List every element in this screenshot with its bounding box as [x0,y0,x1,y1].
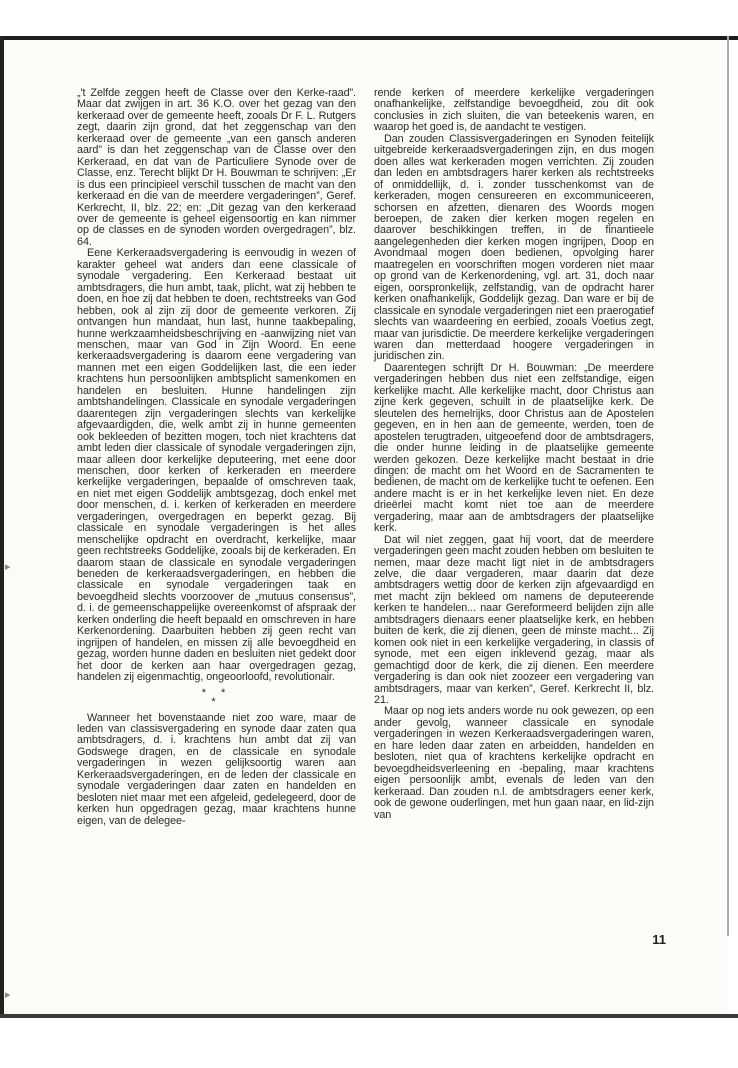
paragraph: Dan zouden Classisvergaderingen en Synoden feitelijk uitgebreide kerkeraadsvergaderingen zijn, en dus mogen doen alles wat kerkeraden mogen verrichten. Zij zouden dan leden en ambtsdragers harer kerken als rechtstreeks of onmiddellijk, d. i. zonder tusschenkomst van de kerkeraden, mogen censureeren en excommuniceeren, schorsen en afzetten, dienaren des Woords mogen beroepen, de zaken dier kerken mogen regelen en daarover beschikkingen treffen, in de finantieele aangelegenheden dier kerken mogen ingrijpen, Doop en Avondmaal mogen doen bedienen, opvolging harer maatregelen en voorschriften mogen vorderen niet maar op grond van de Kerkenordening, vgl. art. 31, doch naar eigen, oorspronkelijk, zelfstandig, van de opdracht harer kerken onafhankelijk, Goddelijk gezag. Dan ware er bij de classicale en synodale vergaderingen niet een praerogatief slechts van waardeering en eerbied, zooals Voetius zegt, maar van jurisdictie. De meerdere kerkelijke vergaderingen waren dan metterdaad hoogere vergaderingen in juridischen zin. [374,132,654,363]
right-column [374,88,654,821]
paragraph: Daarentegen schrijft Dr H. Bouwman: „De meerdere vergaderingen hebben dus niet een zelfstandige, eigen kerkelijke macht. Alle kerkelijke macht, door Christus aan zijne kerk gegeven, schuilt in de plaatselijke kerk. De sleutelen des hemelrijks, door Christus aan de Apostelen gegeven, en in hen aan de gemeente, werden, toen de apostelen terugtraden, uitgeoefend door de ambtsdragers, die onder hunne leiding in de plaatselijke gemeente werden gekozen. Deze kerkelijke macht bestaat in drie dingen: de macht om het Woord en de Sacramenten te bedienen, de macht om de kerkelijke tucht te oefenen. Een andere macht is er in het kerkelijke leven niet. En deze drieërlei macht komt niet toe aan de meerdere vergadering, maar aan de ambtsdragers der plaatselijke kerk. [374,361,654,535]
page-number: 11 [652,932,666,947]
left-column [77,88,356,827]
paragraph: rende kerken of meerdere kerkelijke vergaderingen onafhankelijke, zelfstandige bevoegdheid, zou dit ook conclusies in zich sluiten, die van beteekenis waren, en waarop het goed is, de aandacht te vestigen. [374,87,654,134]
binding-mark-2: ▸ [5,989,11,1001]
paragraph: Dat wil niet zeggen, gaat hij voort, dat de meerdere vergaderingen geen macht zouden hebben om besluiten te nemen, maar deze macht ligt niet in de ambtsdragers zelve, die daar vergaderen, maar daarin dat deze ambtsdragers wettig door de kerken zijn afgevaardigd en met macht zijn bekleed om namens de deputeerende kerken te handelen... naar Gereformeerd belijden zijn alle ambtsdragers dienaars eener plaatselijke kerk, en hebben buiten de kerk, die zij dienen, geen de minste macht... Zij komen ook niet in een kerkelijke vergadering, in classis of synode, met een eigen inklevend gezag, maar als gemachtigd door de kerk, die zij dienen. Een meerdere vergadering is dan ook niet zoozeer een vergadering van ambtsdragers, maar van kerken”, Geref. Kerkrecht II, blz. 21. [374,533,654,707]
paragraph: Maar op nog iets anders worde nu ook gewezen, op een ander gevolg, wanneer classicale en synodale vergaderingen in wezen Kerkeraadsvergaderingen waren, en hare leden daar zaten en arbeidden, handelden en besloten, niet qua of krachtens kerkelijke opdracht en bevoegdheidsverleening en -bepaling, maar krachtens eigen persoonlijk ambt, evenals de leden van den kerkeraad. Dan zouden n.l. de ambtsdragers eener kerk, ook de gewone ouderlingen, met hun gaan naar, en lid-zijn van [374,705,654,821]
paragraph: Eene Kerkeraadsvergadering is eenvoudig in wezen of karakter geheel wat anders dan eene classicale of synodale vergadering. Een Kerkeraad bestaat uit ambtsdragers, die hun ambt, taak, plicht, wat zij hebben te doen, en hoe zij dat hebben te doen, rechtstreeks van God hebben, ook al zijn zij door de gemeente verkoren. Zij ontvangen hun mandaat, hun last, hunne taakbepaling, hunne werkzaamheidsbeschrijving en -aanwijzing niet van menschen, maar van God in Zijn Woord. En eene kerkeraadsvergadering is daarom eene vergadering van mannen met een eigen Goddelijken last, die een ieder krachtens hun persoonlijken ambtsplicht samenkomen en handelen en besluiten. Hunne handelingen zijn ambtshandelingen. Classicale en synodale vergaderingen daarentegen zijn vergaderingen slechts van kerkelijke afgevaardigden, die, welk ambt zij in hunne gemeenten ook bekleeden of bezitten mogen, toch niet krachtens dat ambt leden dier classicale of synodale vergaderingen zijn, maar alleen door kerkelijke deputeering, met eene door menschen, door kerken of kerkeraden en meerdere kerkelijke vergaderingen, bepaalde of omschreven taak, en niet met eigen Goddelijk ambtsgezag, doch enkel met door menschen, d. i. kerken of kerkeraden en meerdere vergaderingen, overgedragen en beperkt gezag. Bij classicale en synodale vergaderingen is het alles menschelijke opdracht en overdracht, kerkelijke, maar geen rechtstreeks Goddelijke, zooals bij de kerkeraden. En daarom staan de classicale en synodale vergaderingen beneden de kerkeraadsvergaderingen, en hebben die classicale en synodale vergaderingen taak en bevoegdheid slechts voorzoover de „mutuus consensus”, d. i. de gemeenschappelijke overeenkomst of afspraak der kerken onderling die heeft bepaald en omschreven in hare Kerkenordening. Daarbuiten hebben zij geen recht van ingrijpen of handelen, en missen zij alle bevoegdheid en gezag, worden hunne daden en besluiten niet gedekt door het door de kerken aan haar overgedragen gezag, handelen zij eigenmachtig, ongeoorloofd, revolutionair. [77,247,356,684]
section-divider [77,686,356,708]
paragraph: Wanneer het bovenstaande niet zoo ware, maar de leden van classisvergadering en synode daar zaten qua ambtsdragers, d. i. krachtens hun ambt dat zij van Godswege dragen, en de classicale en synodale vergaderingen in wezen gelijksoortig waren aan Kerkeraadsvergaderingen, en de leden der classicale en synodale vergaderingen daar zaten en handelden en besloten niet maar met een afgeleid, gedelegeerd, door de kerken hun opgedragen gezag, maar krachtens hunne eigen, van de delegee- [77,711,356,827]
scan-frame-bottom [0,1014,738,1018]
section-divider-text: * * * [201,686,232,708]
binding-mark-1: ▸ [5,561,11,573]
scan-frame-right [727,36,729,936]
paragraph: „'t Zelfde zeggen heeft de Classe over den Kerke-raad”. Maar dat zwijgen in art. 36 K.O. over het gezag van den kerkeraad over de gemeente heeft, zooals Dr F. L. Rutgers zegt, daarin zijn grond, dat het zeggenschap van den kerkeraad over de gemeente „van een gansch anderen aard” is dan het zeggenschap van de Classe over den Kerkeraad, en dat van de Particuliere Synode over de Classe, enz. Terecht blijkt Dr H. Bouwman te schrijven: „Er is dus een principieel verschil tusschen de macht van den kerkeraad en die van de meerdere vergaderingen”, Geref. Kerkrecht, II, blz. 22; en: „Dit gezag van den kerkeraad over de gemeente is geheel eigensoortig en kan nimmer op de classes en de synoden worden overgedragen”, blz. 64. [77,87,356,248]
